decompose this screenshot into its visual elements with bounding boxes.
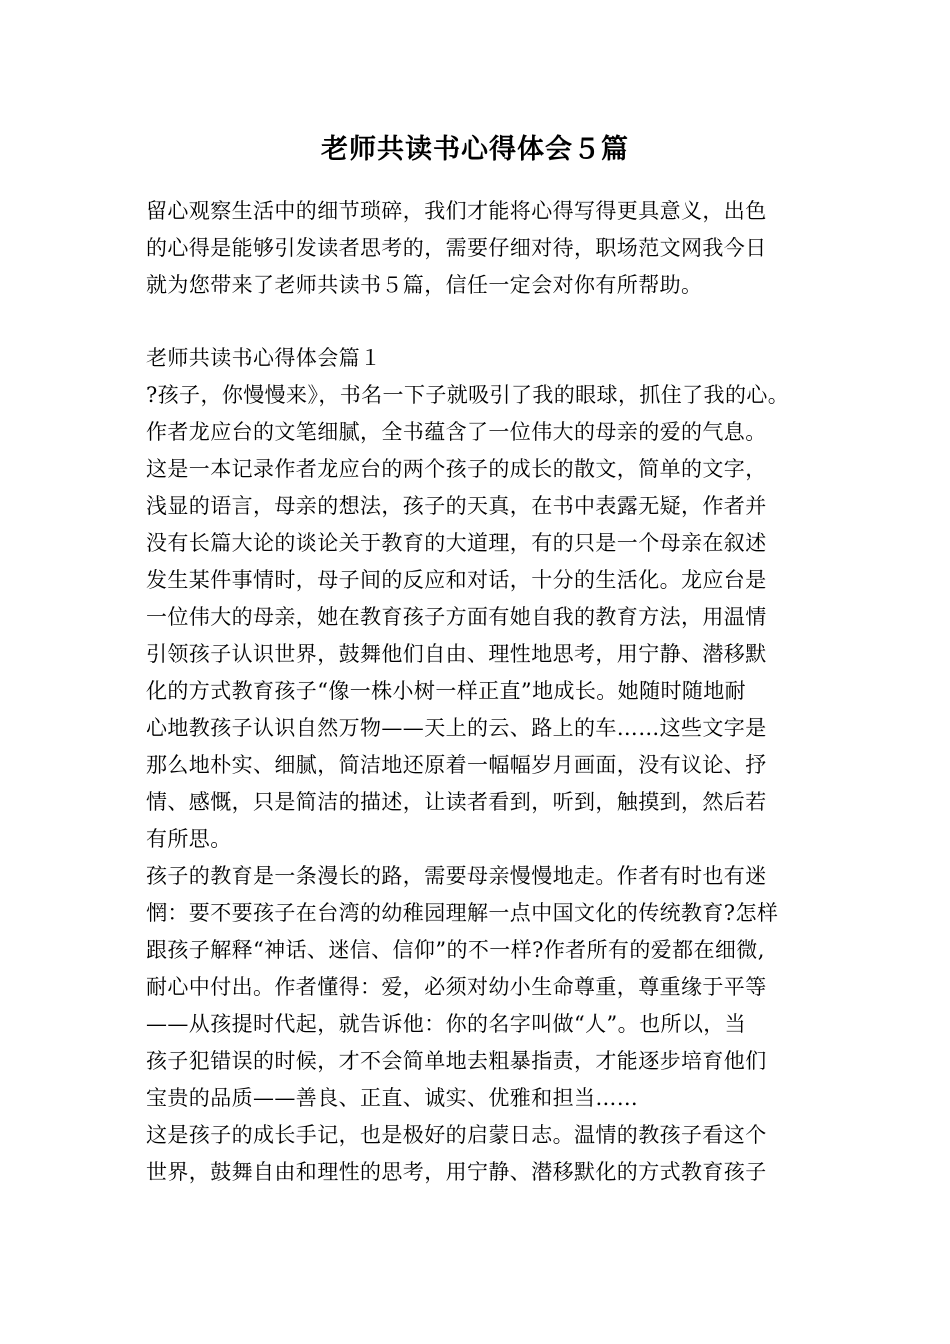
body-line: 浅显的语言，母亲的想法，孩子的天真，在书中表露无疑，作者并: [146, 494, 767, 518]
body-line: 一位伟大的母亲，她在教育孩子方面有她自我的教育方法，用温情: [146, 605, 767, 629]
body-line: 世界，鼓舞自由和理性的思考，用宁静、潜移默化的方式教育孩子: [146, 1160, 767, 1184]
body-line: 情、感慨，只是简洁的描述，让读者看到，听到，触摸到，然后若: [146, 790, 767, 814]
body-line: 引领孩子认识世界，鼓舞他们自由、理性地思考，用宁静、潜移默: [146, 642, 767, 666]
intro-line: 就为您带来了老师共读书５篇，信任一定会对你有所帮助。: [146, 273, 703, 297]
intro-line: 留心观察生活中的细节琐碎，我们才能将心得写得更具意义，出色: [146, 199, 767, 223]
body-line: 宝贵的品质——善良、正直、诚实、优雅和担当……: [146, 1086, 639, 1110]
body-line: ——从孩提时代起，就告诉他：你的名字叫做“人”。也所以，当: [146, 1012, 747, 1036]
body-line: 那么地朴实、细腻，简洁地还原着一幅幅岁月画面，没有议论、抒: [146, 753, 767, 777]
body-line: 发生某件事情时，母子间的反应和对话，十分的生活化。龙应台是: [146, 568, 767, 592]
body-line: 孩子的教育是一条漫长的路，需要母亲慢慢地走。作者有时也有迷: [146, 864, 767, 888]
body-line: 惘：要不要孩子在台湾的幼稚园理解一点中国文化的传统教育?怎样: [146, 901, 779, 925]
body-line: ?孩子，你慢慢来》，书名一下子就吸引了我的眼球，抓住了我的心。: [146, 383, 790, 407]
body-line: 作者龙应台的文笔细腻，全书蕴含了一位伟大的母亲的爱的气息。: [146, 420, 767, 444]
body-line: 孩子犯错误的时候，才不会简单地去粗暴指责，才能逐步培育他们: [146, 1049, 767, 1073]
body-line: 耐心中付出。作者懂得：爱，必须对幼小生命尊重，尊重缘于平等: [146, 975, 767, 999]
body-line: 跟孩子解释“神话、迷信、信仰”的不一样?作者所有的爱都在细微,: [146, 938, 765, 962]
body-line: 心地教孩子认识自然万物——天上的云、路上的车……这些文字是: [146, 716, 767, 740]
body-line: 化的方式教育孩子“像一株小树一样正直”地成长。她随时随地耐: [146, 679, 747, 703]
body-line: 有所思。: [146, 827, 232, 851]
document-title: 老师共读书心得体会５篇: [321, 134, 629, 165]
body-line: 这是孩子的成长手记，也是极好的启蒙日志。温情的教孩子看这个: [146, 1123, 767, 1147]
body-line: 这是一本记录作者龙应台的两个孩子的成长的散文，简单的文字，: [146, 457, 767, 481]
section-heading: 老师共读书心得体会篇１: [146, 346, 382, 370]
intro-line: 的心得是能够引发读者思考的，需要仔细对待，职场范文网我今日: [146, 236, 767, 260]
body-line: 没有长篇大论的谈论关于教育的大道理，有的只是一个母亲在叙述: [146, 531, 767, 555]
